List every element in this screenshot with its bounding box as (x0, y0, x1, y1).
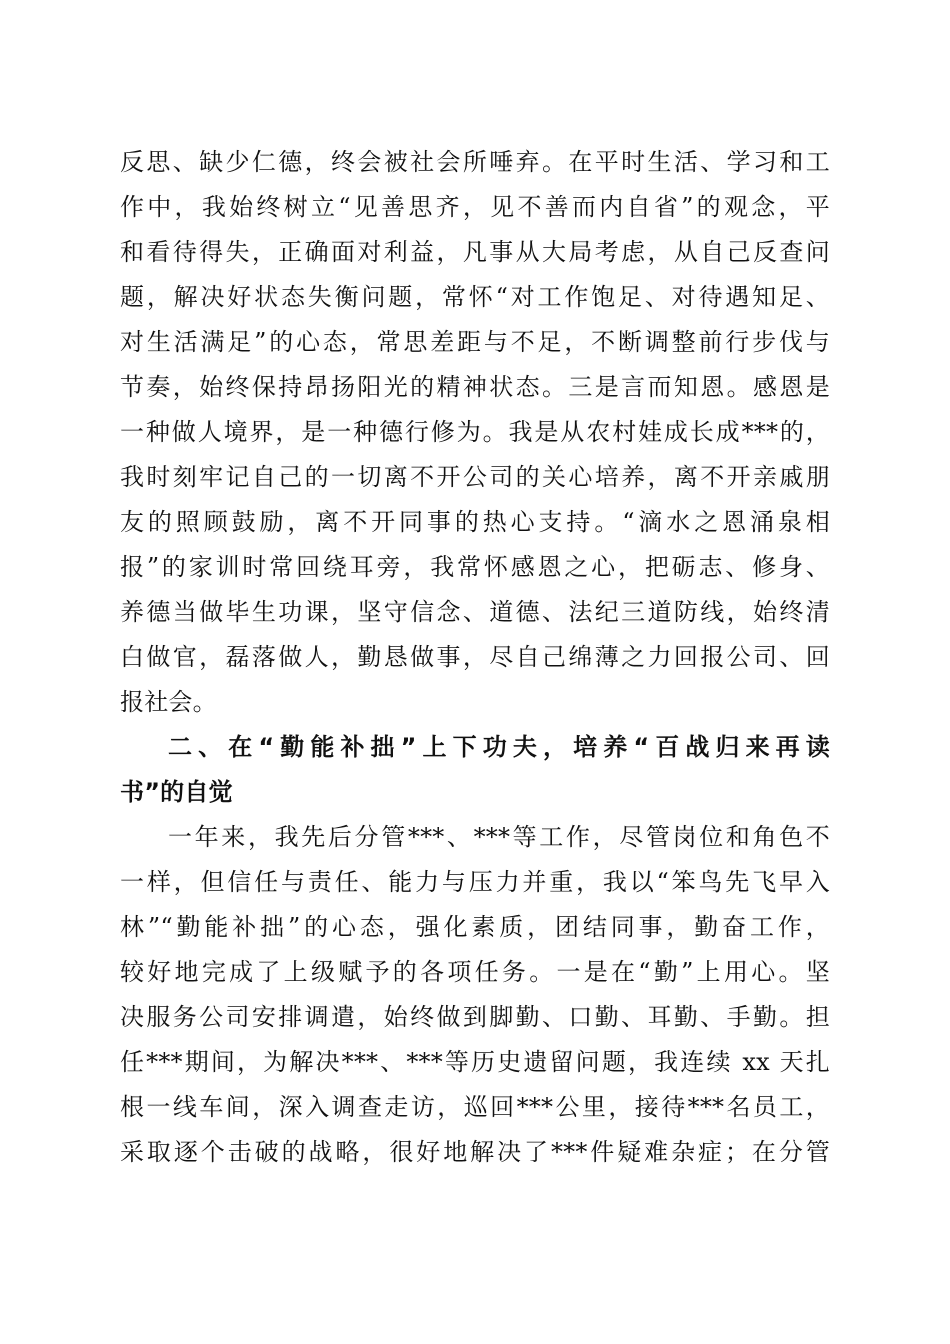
paragraph-line: 一年来，我先后分管***、***等工作，尽管岗位和角色不 (168, 823, 830, 851)
paragraph-line: 一样，但信任与责任、能力与压力并重，我以“笨鸟先飞早入 (120, 868, 830, 896)
paragraph-line: 养德当做毕生功课，坚守信念、道德、法纪三道防线，始终清 (120, 598, 830, 626)
paragraph-line: 白做官，磊落做人，勤恳做事，尽自己绵薄之力回报公司、回 (120, 643, 830, 671)
paragraph-line: 题，解决好状态失衡问题，常怀“对工作饱足、对待遇知足、 (120, 283, 830, 311)
paragraph-line: 一种做人境界，是一种德行修为。我是从农村娃成长成***的， (120, 418, 830, 446)
paragraph-line: 根一线车间，深入调查走访，巡回***公里，接待***名员工， (120, 1093, 830, 1121)
paragraph-line: 对生活满足”的心态，常思差距与不足，不断调整前行步伐与 (120, 328, 830, 356)
paragraph-line: 我时刻牢记自己的一切离不开公司的关心培养，离不开亲戚朋 (120, 463, 830, 491)
paragraph-line: 林”“勤能补拙”的心态，强化素质，团结同事，勤奋工作， (120, 913, 830, 941)
paragraph-line: 报”的家训时常回绕耳旁，我常怀感恩之心，把砺志、修身、 (120, 553, 830, 581)
paragraph-line: 任***期间，为解决***、***等历史遗留问题，我连续 xx 天扎 (120, 1048, 830, 1076)
paragraph-line: 决服务公司安排调遣，始终做到脚勤、口勤、耳勤、手勤。担 (120, 1003, 830, 1031)
paragraph-line: 节奏，始终保持昂扬阳光的精神状态。三是言而知恩。感恩是 (120, 373, 830, 401)
paragraph-line: 作中，我始终树立“见善思齐，见不善而内自省”的观念，平 (120, 193, 830, 221)
paragraph-line: 采取逐个击破的战略，很好地解决了***件疑难杂症；在分管 (120, 1138, 830, 1166)
paragraph-line: 和看待得失，正确面对利益，凡事从大局考虑，从自己反查问 (120, 238, 830, 266)
paragraph-line: 报社会。 (120, 688, 217, 716)
section-heading: 二、在“勤能补拙”上下功夫，培养“百战归来再读 (168, 733, 830, 761)
paragraph-line: 友的照顾鼓励，离不开同事的热心支持。“滴水之恩涌泉相 (120, 508, 830, 536)
paragraph-line: 较好地完成了上级赋予的各项任务。一是在“勤”上用心。坚 (120, 958, 830, 986)
paragraph-line: 反思、缺少仁德，终会被社会所唾弃。在平时生活、学习和工 (120, 148, 830, 176)
section-heading: 书”的自觉 (120, 778, 233, 806)
